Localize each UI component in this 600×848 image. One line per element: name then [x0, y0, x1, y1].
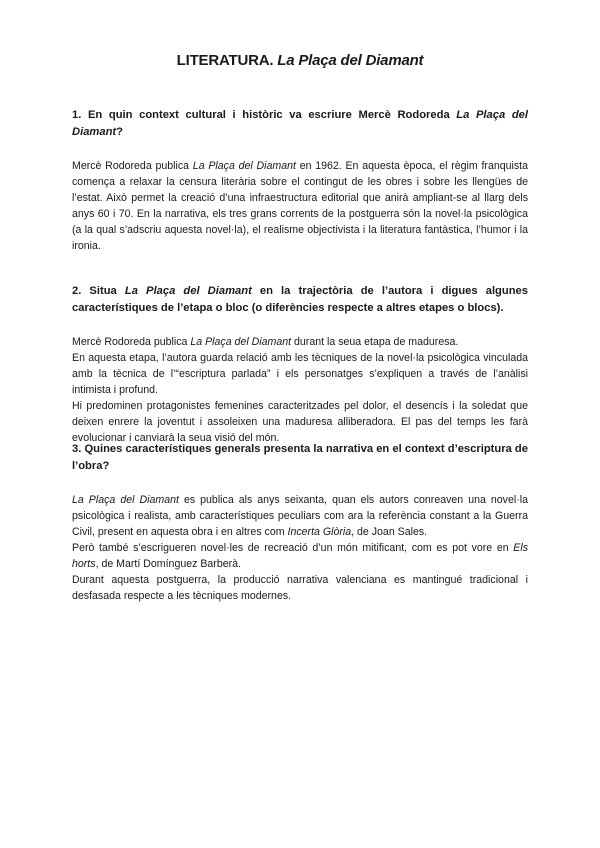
- section-2: [72, 283, 528, 446]
- answer-2-p1-work: La Plaça del Diamant: [190, 336, 292, 348]
- answer-2-p1-a: Mercè Rodoreda publica: [72, 336, 191, 348]
- question-2-b: en la trajectòria de l’autora i digues algunes característiques de l’etapa o bloc (o diferències respecte a altres etapes o blocs).: [72, 285, 528, 314]
- document-title: [0, 52, 600, 69]
- answer-2-p3: Hi predominen protagonistes femenines caracteritzades pel dolor, el desencís i la soledat que deixen enrere la joventut i assoleixen una maduresa alliberadora. El pas del temps les farà evolucionar i canviarà la seua visió del món.: [72, 400, 528, 444]
- answer-3-work: La Plaça del Diamant: [72, 494, 179, 506]
- answer-3-p2: [72, 540, 528, 572]
- answer-3-p1: [72, 492, 528, 540]
- question-1-text: 1. En quin context cultural i històric va escriure Mercè Rodoreda: [72, 109, 457, 121]
- answer-3-work-2: Incerta Glòria: [287, 526, 352, 538]
- answer-3-p2-a: Però també s’escrigueren novel·les de recreació d’un món mitificant, com es pot vore en: [72, 542, 514, 554]
- answer-3-p1-a: es publica als anys seixanta, quan els autors conreaven una novel·la psicològica i realista, amb característiques peculiars com ara la referència constant a la Guerra Civil, present en aquesta obra i en altres com: [72, 494, 528, 538]
- title-italic: La Plaça del Diamant: [277, 52, 424, 69]
- answer-1-work: La Plaça del Diamant: [192, 160, 296, 172]
- title-main: LITERATURA.: [176, 52, 274, 69]
- answer-1-b: en 1962. En aquesta època, el règim franquista comença a relaxar la censura literària sobre el contingut de les obres i sobre les llengües de l’estat. Això permet la creació d’una infraestructura editorial que anirà ampliant-se al llarg dels anys 60 i 70. En la narrativa, els tres grans corrents de la postguerra són la novel·la psicològica (a la qual s’adscriu aquesta novel·la), el realisme objectivista i la literatura fantàstica, l’humor i la ironia.: [72, 160, 528, 252]
- question-1: [72, 107, 528, 141]
- question-2: [72, 283, 528, 317]
- section-1: [72, 107, 528, 254]
- section-3: [72, 441, 528, 604]
- question-1-work: La Plaça del Diamant: [72, 109, 528, 138]
- question-2-work: La Plaça del Diamant: [124, 285, 252, 297]
- question-2-a: 2. Situa: [72, 285, 125, 297]
- answer-1: [72, 158, 528, 254]
- answer-2-p2: En aquesta etapa, l’autora guarda relació amb les tècniques de la novel·la psicològica vinculada amb la tècnica de l’“escriptura parlada” i els personatges s’expliquen a través de l’anàlisi intimista i profund.: [72, 352, 528, 396]
- answer-2-p1: [72, 334, 528, 350]
- answer-3-p2-b: , de Martí Domínguez Barberà.: [95, 558, 241, 570]
- answer-1-a: Mercè Rodoreda publica: [72, 160, 193, 172]
- answer-3-p1-b: , de Joan Sales.: [351, 526, 428, 538]
- answer-3-p2-work: Els horts: [72, 542, 528, 570]
- question-3: 3. Quines característiques generals presenta la narrativa en el context d’escriptura de l’obra?: [72, 443, 528, 472]
- answer-2-p1-b: durant la seua etapa de maduresa.: [291, 336, 459, 348]
- answer-3-p3: Durant aquesta postguerra, la producció narrativa valenciana es mantingué tradicional i desfasada respecte a les tècniques modernes.: [72, 574, 528, 602]
- question-1-end: ?: [116, 126, 123, 138]
